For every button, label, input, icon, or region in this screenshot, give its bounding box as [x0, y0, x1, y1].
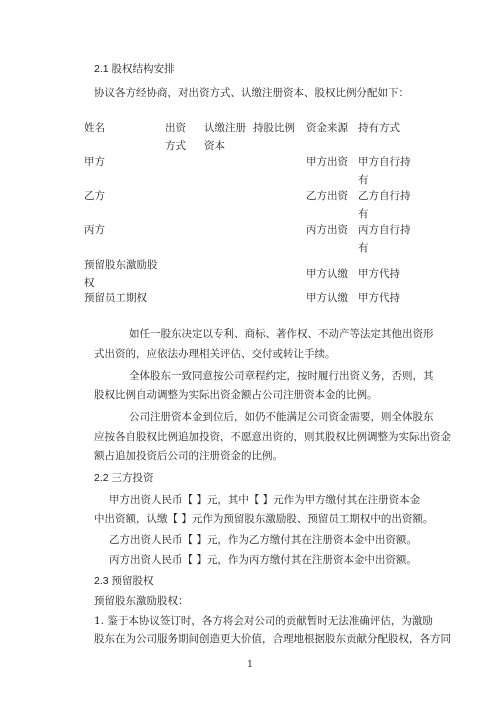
table-row-name: 丙方 — [84, 224, 105, 236]
table-header-capital: 认缴注册 资本 — [204, 122, 246, 152]
section-heading-2-1: 2.1 股权结构安排 — [94, 63, 175, 75]
table-header-hold: 持有方式 — [358, 122, 400, 134]
table-row-hold: 甲方自行持 有 — [358, 156, 411, 186]
table-row-source: 甲方认缴 — [306, 268, 348, 280]
table-row-source: 甲方认缴 — [306, 292, 348, 304]
paragraph-line: 公司注册资本金到位后，如仍不能满足公司资金需要，则全体股东 — [129, 411, 434, 423]
page-number: 1 — [247, 660, 253, 670]
table-row-name: 预留股东激励股 权 — [84, 259, 158, 289]
paragraph-line: 股东在为公司服务期间创造更大价值，合理地根据股东贡献分配股权，各方同 — [94, 633, 451, 645]
paragraph-line: 中出资额，认缴【 】元作为预留股东激励股、预留员工期权中的出资额。 — [94, 513, 434, 525]
table-row-name: 乙方 — [84, 190, 105, 202]
table-row-source: 甲方出资 — [306, 156, 348, 168]
table-header-method: 出资 方式 — [165, 122, 186, 152]
paragraph-line: 股权比例自动调整为实际出资金额占公司注册资本金的比例。 — [94, 389, 378, 401]
section-heading-2-3: 2.3 预留股权 — [94, 575, 154, 587]
paragraph-line: 应按各自股权比例追加投资，不愿意出资的，则其股权比例调整为实际出资金 — [94, 431, 451, 443]
table-header-name: 姓名 — [84, 122, 105, 134]
paragraph-line: 如任一股东决定以专利、商标、著作权、不动产等法定其他出资形 — [129, 328, 434, 340]
table-row-hold: 乙方自行持 有 — [358, 190, 411, 220]
section-intro-2-1: 协议各方经协商，对出资方式、认缴注册资本、股权比例分配如下： — [94, 87, 409, 99]
table-row-name: 预留员工期权 — [84, 292, 147, 304]
table-header-source: 资金来源 — [306, 122, 348, 134]
paragraph-line: 乙方出资人民币【 】元，作为乙方缴付其在注册资本金中出资额。 — [109, 534, 417, 546]
table-row-name: 甲方 — [84, 156, 105, 168]
paragraph-line: 全体股东一致同意按公司章程约定，按时履行出资义务，否则，其 — [129, 370, 434, 382]
section-subheading: 预留股东激励股权： — [94, 595, 189, 607]
paragraph-line: 1. 鉴于本协议签订时，各方将会对公司的贡献暂时无法准确评估，为激励 — [94, 615, 433, 627]
paragraph-line: 丙方出资人民币【 】元，作为丙方缴付其在注册资本金中出资额。 — [109, 554, 417, 566]
table-row-source: 丙方出资 — [306, 224, 348, 236]
table-row-hold: 甲方代持 — [358, 292, 400, 304]
paragraph-line: 额占追加投资后公司的注册资金的比例。 — [94, 450, 283, 462]
section-heading-2-2: 2.2 三方投资 — [94, 472, 154, 484]
table-row-source: 乙方出资 — [306, 190, 348, 202]
table-row-hold: 甲方代持 — [358, 268, 400, 280]
table-row-hold: 丙方自行持 有 — [358, 224, 411, 254]
paragraph-line: 甲方出资人民币【 】元，其中【 】元作为甲方缴付其在注册资本金 — [109, 494, 421, 506]
paragraph-line: 式出资的，应依法办理相关评估、交付或转让手续。 — [94, 348, 336, 360]
table-header-ratio: 持股比例 — [253, 122, 295, 134]
